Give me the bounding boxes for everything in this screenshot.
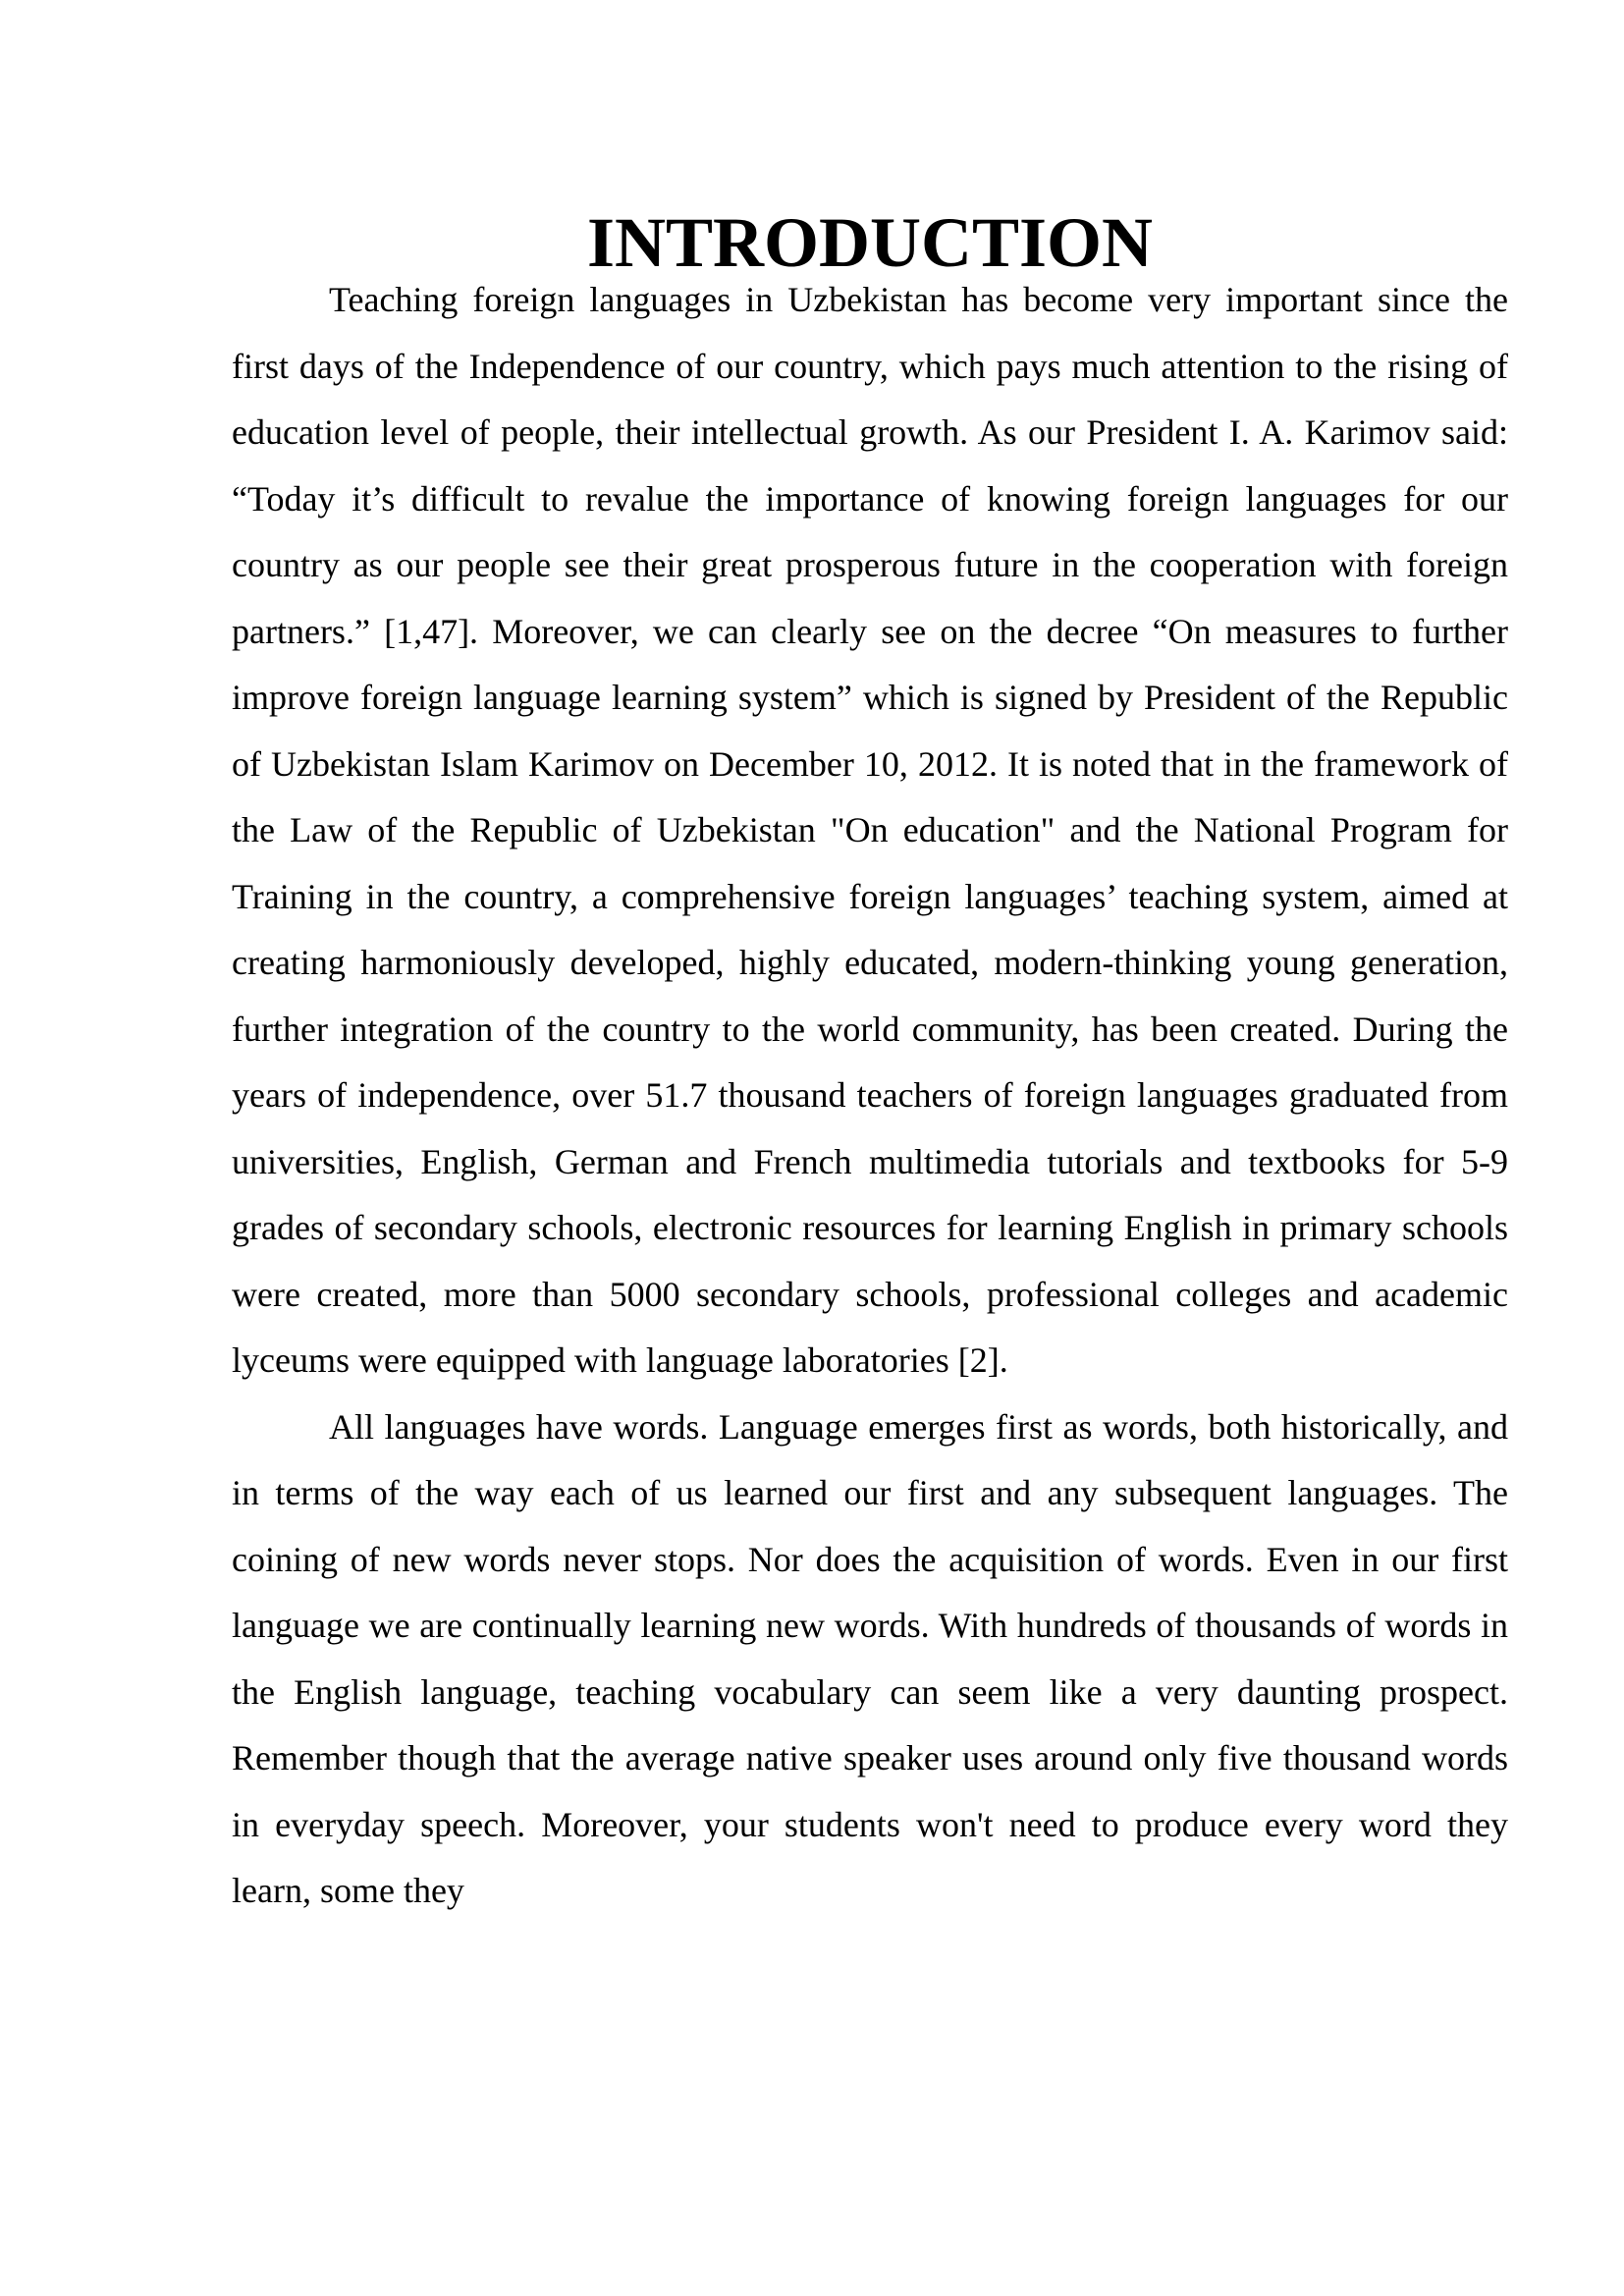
paragraph-2: All languages have words. Language emerges first as words, both historically, and in terms of the way each of us learned our first and any subsequent languages. The coining of new words never stops. Nor does the acquisition of words. Even in our first language we are continually learning new words. With hundreds of thousands of words in the English language, teaching vocabulary can seem like a very daunting prospect. Remember though that the average native speaker uses around only five thousand words in everyday speech. Moreover, your students won't need to produce every word they learn, some they (232, 1406, 1508, 1910)
document-title: INTRODUCTION (586, 203, 1154, 282)
document-body (232, 203, 1508, 1925)
paragraph-1: Teaching foreign languages in Uzbekistan has become very important since the first days of the Independence of our country, which pays much attention to the rising of education level of people, their intellectual growth. As our President I. A. Karimov said: “Today it’s difficult to revalue the importance of knowing foreign languages for our country as our people see their great prosperous future in the cooperation with foreign partners.” [1,47]. Moreover, we can clearly see on the decree “On measures to further improve foreign language learning system” which is signed by President of the Republic of Uzbekistan Islam Karimov on December 10, 2012. It is noted that in the framework of the Law of the Republic of Uzbekistan "On education" and the National Program for Training in the country, a comprehensive foreign languages’ teaching system, aimed at creating harmoniously developed, highly educated, modern-thinking young generation, further integration of the country to the world community, has been created. During the years of independence, over 51.7 thousand teachers of foreign languages graduated from universities, English, German and French multimedia tutorials and textbooks for 5-9 grades of secondary schools, electronic resources for learning English in primary schools were created, more than 5000 secondary schools, professional colleges and academic lyceums were equipped with language laboratories [2]. (232, 280, 1508, 1380)
